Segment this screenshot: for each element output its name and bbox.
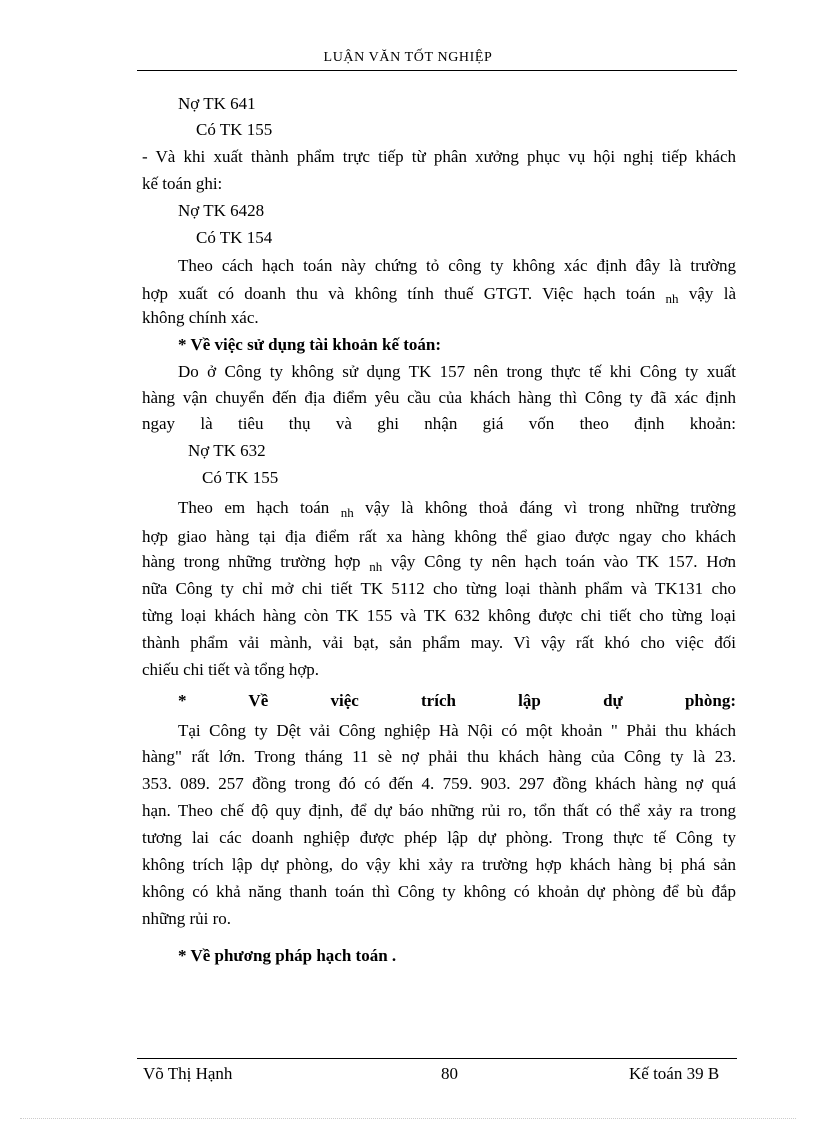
page-edge-divider bbox=[20, 1118, 796, 1119]
paragraph-line: thành phẩm vải mành, vải bạt, sản phẩm may. Vì vậy rất khó cho việc đối bbox=[142, 633, 736, 652]
paragraph-line: hạn. Theo chế độ quy định, để dự báo những rủi ro, tổn thất có thể xảy ra trong bbox=[142, 801, 736, 820]
text-span: nh bbox=[369, 559, 383, 573]
paragraph-line: hàng" rất lớn. Trong tháng 11 sè nợ phải thu khách hàng của Công ty là 23. bbox=[142, 747, 736, 766]
header-rule bbox=[137, 70, 737, 71]
text-span: hợp xuất có doanh thu và không tính thuế GTGT. Việc hạch toán bbox=[142, 284, 656, 303]
text-span: nh bbox=[665, 291, 679, 305]
paragraph-line: hợp giao hàng tại địa điểm rất xa hàng không thể giao được ngay cho khách bbox=[142, 527, 736, 546]
section-heading: * Về phương pháp hạch toán . bbox=[178, 946, 397, 965]
paragraph-line: Tại Công ty Dệt vải Công nghiệp Hà Nội có một khoản " Phải thu khách bbox=[178, 721, 736, 740]
paragraph-line bbox=[178, 497, 736, 519]
page-number: 80 bbox=[441, 1064, 458, 1083]
footer-author: Võ Thị Hạnh bbox=[143, 1064, 233, 1083]
text-span: nh bbox=[340, 505, 354, 519]
entry-credit-155: Có TK 155 bbox=[202, 468, 279, 487]
paragraph-line: Do ở Công ty không sử dụng TK 157 nên trong thực tế khi Công ty xuất bbox=[178, 362, 736, 381]
text-span: Theo em hạch toán bbox=[178, 498, 330, 517]
paragraph-line: không trích lập dự phòng, do vậy khi xảy ra trường hợp khách hàng bị phá sản bbox=[142, 855, 736, 874]
paragraph-line: chiếu chi tiết và tổng hợp. bbox=[142, 660, 320, 679]
section-heading: * Về việc trích lập dự phòng: bbox=[178, 691, 736, 710]
paragraph-line: 353. 089. 257 đồng trong đó có đến 4. 759. 903. 297 đồng khách hàng nợ quá bbox=[142, 774, 736, 793]
footer-class: Kế toán 39 B bbox=[629, 1064, 720, 1083]
paragraph-line: Theo cách hạch toán này chứng tỏ công ty không xác định đây là trường bbox=[178, 256, 736, 275]
paragraph-line: ngay là tiêu thụ và ghi nhận giá vốn theo định khoản: bbox=[142, 414, 736, 433]
paragraph-line: không có khả năng thanh toán thì Công ty không có khoản dự phòng để bù đắp bbox=[142, 882, 736, 901]
entry-debit-641: Nợ TK 641 bbox=[178, 94, 256, 113]
text-span: vậy Công ty nên hạch toán vào TK 157. Hơn bbox=[390, 552, 736, 571]
paragraph-line: từng loại khách hàng còn TK 155 và TK 632 không được chi tiết cho từng loại bbox=[142, 606, 736, 625]
text-span: hàng trong những trường hợp bbox=[142, 552, 361, 571]
paragraph-line: kế toán ghi: bbox=[142, 174, 223, 193]
entry-credit-154: Có TK 154 bbox=[196, 228, 273, 247]
paragraph-line bbox=[142, 551, 736, 573]
entry-debit-632: Nợ TK 632 bbox=[188, 441, 266, 460]
paragraph-line: nữa Công ty chỉ mở chi tiết TK 5112 cho từng loại thành phẩm và TK131 cho bbox=[142, 579, 736, 598]
text-span: vậy là không thoả đáng vì trong những trường bbox=[365, 498, 736, 517]
paragraph-line: - Và khi xuất thành phẩm trực tiếp từ phân xưởng phục vụ hội nghị tiếp khách bbox=[142, 147, 736, 166]
entry-credit-155: Có TK 155 bbox=[196, 120, 273, 139]
text-span: vậy là bbox=[688, 284, 736, 303]
section-heading: * Về việc sử dụng tài khoản kế toán: bbox=[178, 335, 442, 354]
paragraph-line bbox=[142, 283, 736, 305]
running-header: LUẬN VĂN TỐT NGHIỆP bbox=[323, 50, 493, 65]
paragraph-line: hàng vận chuyển đến địa điểm yêu cầu của khách hàng thì Công ty đã xác định bbox=[142, 388, 736, 407]
paragraph-line: những rủi ro. bbox=[142, 909, 232, 928]
paragraph-line: không chính xác. bbox=[142, 308, 259, 327]
entry-debit-6428: Nợ TK 6428 bbox=[178, 201, 265, 220]
paragraph-line: tương lai các doanh nghiệp được phép lập dự phòng. Trong thực tế Công ty bbox=[142, 828, 736, 847]
footer-rule bbox=[137, 1058, 737, 1059]
